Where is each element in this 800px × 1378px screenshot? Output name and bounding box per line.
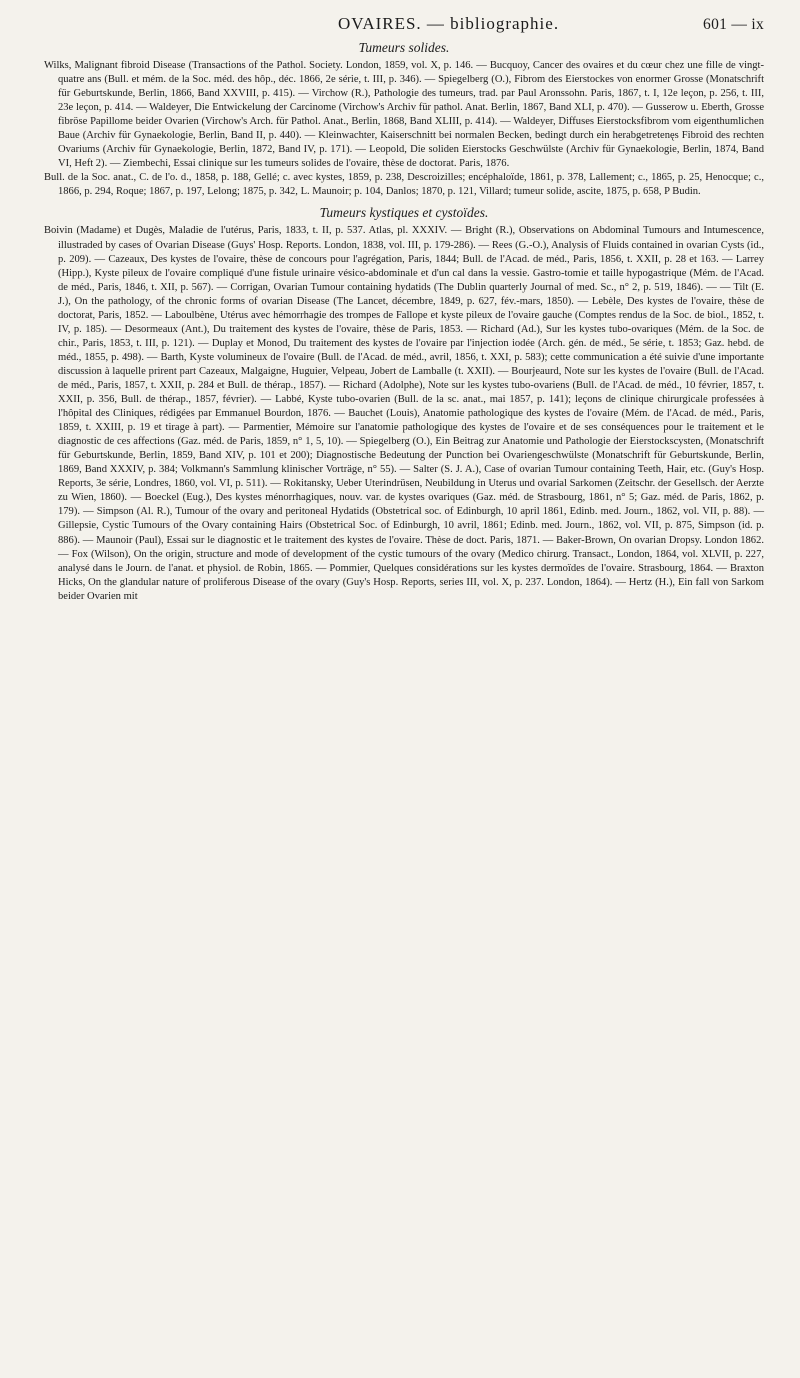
section-title-solid-tumours: Tumeurs solides. bbox=[358, 40, 450, 55]
running-head-title: OVAIRES. — bibliographie. bbox=[337, 14, 560, 33]
section-title-cystic-tumours: Tumeurs kystiques et cystoïdes. bbox=[319, 205, 489, 221]
running-head bbox=[44, 14, 764, 34]
bibliography-paragraph: Boivin (Madame) et Dugès, Maladie de l'utérus, Paris, 1833, t. II, p. 537. Atlas, pl. XXXIV. — Bright (R.), Observations on Abdominal Tumours and Intumescence, illustraded by cases of Ovarian Disease (Guys' Hosp. Reports. London, 1838, vol. III, p. 179-286). — Rees (G.-O.), Analysis of Fluids contained in ovarian Cysts (id., p. 209). — Cazeaux, Des kystes de l'ovaire, thèse de concours pour l'agrégation, Paris, 1844; Bull. de l'Acad. de méd., Paris, 1856, t. XXII, p. 28 et 163. — Larrey (Hipp.), Kyste pileux de l'ovaire compliqué d'une fistule urinaire vésico-abdominale et d'un cal dans la vessie. Gastro-tomie et taille hypogastrique (Mém. de l'Acad. de méd., Paris, 1846, t. XII, p. 567). — Corrigan, Ovarian Tumour containing hydatids (The Dublin quarterly Journal of med. Sc., n° 2, p. 519, 1846). — — Tilt (E. J.), On the pathology, of the chronic forms of ovarian Disease (The Lancet, décembre, 1849, p. 627, fév.-mars, 1850). — Lebèle, Des kystes de l'ovaire, thèse de doctorat, Paris, 1852. — Laboulbène, Utérus avec hémorrhagie des trompes de Fallope et kyste pileux de l'ovaire gauche (Comptes rendus de la Soc. de biol., 1852, t. IV, p. 185). — Desormeaux (Ant.), Du traitement des kystes de l'ovaire, thèse de Paris, 1853. — Richard (Ad.), Sur les kystes tubo-ovariques (Mém. de la Soc. de chir., Paris, 1853, t. III, p. 121). — Duplay et Monod, Du traitement des kystes de l'ovaire par l'injection iodée (Arch. gén. de méd., 5e série, t. 1853; Gaz. hebd. de méd., 1855, p. 498). — Barth, Kyste volumineux de l'ovaire (Bull. de l'Acad. de méd., avril, 1856, t. XXI, p. 583); cette communication a été suivie d'une importante discussion à laquelle prirent part Cazeaux, Malgaigne, Huguier, Velpeau, Jobert de Lamballe (t. XXII). — Bourjeaurd, Note sur les kystes de l'ovaire (Bull. de l'Acad. de méd., Paris, 1857, t. XXII, p. 284 et Bull. de thérap., 1857). — Richard (Adolphe), Note sur les kystes tubo-ovariens (Bull. de l'Acad. de méd., 10 février, 1857, t. XXII, p. 356, Bull. de thérap., 1857, février). — Labbé, Kyste tubo-ovarien (Bull. de la sc. anat., mai 1857, p. 141); leçons de clinique chirurgicale professées à l'hôpital des Cliniques, rédigées par Emmanuel Bourdon, 1876. — Bauchet (Louis), Anatomie pathologique des kystes de l'ovaire (Mém. de l'Acad. de méd., Paris, 1859, t. XXIII, p. 19 et tirage à part). — Parmentier, Mémoire sur l'anatomie pathologique des kystes de l'ovaire et de ses conséquences pour le traitement et le diagnostic de ces affections (Gaz. méd. de Paris, 1859, n° 1, 5, 10). — Spiegelberg (O.), Ein Beitrag zur Anatomie und Pathologie der Eierstockscysten, (Monatschrift für Geburtskunde, Berlin, 1859, Band XIV, p. 101 et 200); Diagnostische Bedeutung der Punction bei Ovariengeschwülste (Monatschrift für Geburtskunde, Berlin, 1869, Band XXXIV, p. 384; Volkmann's Sammlung klinischer Vorträge, n° 55). — Salter (S. J. A.), Case of ovarian Tumour containing Teeth, Hair, etc. (Guy's Hosp. Reports, 3e série, Londres, 1860, vol. VI, p. 511). — Rokitansky, Ueber Uterindrüsen, Neubildung in Uterus und ovarial Sarkomen (Zeitschr. der Gesellsch. der Aerzte zu Wien, 1860). — Boeckel (Eug.), Des kystes ménorrhagiques, nouv. var. de kystes ovariques (Gaz. méd. de Strasbourg, 1861, n° 5; Gaz. méd. de Paris, 1862, p. 179). — Simpson (Al. R.), Tumour of the ovary and peritoneal Hydatids (Obstetrical soc. of Edinburgh, 10 april 1861, Edinb. med. Journ., 1862, vol. VII, p. 88). — Gillepsie, Cystic Tumours of the Ovary containing Hairs (Obstetrical Soc. of Edinburgh, 10 avril, 1861; Edinb. med. Journ., 1862, vol. VII, p. 875, Simpson (id. p. 886). — Maunoir (Paul), Essai sur le diagnostic et le traitement des kystes de l'ovaire. Thèse de doct. Paris, 1871. — Baker-Brown, On ovarian Dropsy. London 1862. — Fox (Wilson), On the origin, structure and mode of development of the cystic tumours of the ovary (Medico chirurg. Transact., London, 1864, vol. XLVII, p. 227, analysé dans le Journ. de l'anat. et physiol. de Robin, 1865. — Pommier, Quelques considérations sur les kystes dermoïdes de l'ovaire. Strasbourg, 1864. — Braxton Hicks, On the glandular nature of proliferous Disease of the ovary (Guy's Hosp. Reports, series III, vol. X, p. 237. London, 1864). — Hertz (H.), Ein fall von Sarkom beider Ovarien mit bbox=[44, 225, 764, 602]
bibliography-paragraph: Wilks, Malignant fibroid Disease (Transactions of the Pathol. Society. London, 1859, vol. X, p. 146. — Bucquoy, Cancer des ovaires et du cœur chez une fille de vingt-quatre ans (Bull. et mém. de la Soc. méd. des hôp., déc. 1866, 2e série, t. III, p. 346). — Spiegelberg (O.), Fibrom des Eierstockes von enormer Grosse (Monatschrift für Geburtskunde, Berlin, 1866, Band XXVIII, p. 415). — Virchow (R.), Pathologie des tumeurs, trad. par Paul Aronssohn. Paris, 1867, t. I, 12e leçon, p. 256, t. III, 23e leçon, p. 414. — Waldeyer, Die Entwickelung der Carcinome (Virchow's Archiv für pathol. Anat. Berlin, 1867, Band XLI, p. 470). — Gusserow u. Eberth, Grosse fibröse Papillome beider Ovarien (Virchow's Arch. für Pathol. Anat., Berlin, 1868, Band XLIII, p. 414). — Waldeyer, Diffuses Eierstocksfibrom vom eigenthumlichen Baue (Archiv für Gynaekologie, Berlin, Band II, p. 440). — Kleinwachter, Kaiserschnitt bei normalen Becken, bedingt durch ein herabgetretenęs Fibroid des rechten Ovariums (Archiv für Gynaekologie, Berlin, 1872, Band IV, p. 171). — Leopold, Die soliden Eierstocks Geschwülste (Archiv für Gynaekologie, Berlin, 1874, Band VI, Heft 2). — Ziembechi, Essai clinique sur les tumeurs solides de l'ovaire, thèse de doctorat. Paris, 1876. bbox=[44, 60, 764, 170]
page-number: 601 — ix bbox=[703, 16, 764, 33]
bibliography-paragraph: Bull. de la Soc. anat., C. de l'o. d., 1858, p. 188, Gellé; c. avec kystes, 1859, p. 238, Descroizilles; encéphaloïde, 1861, p. 378, Lallement; c., 1865, p. 25, Henocque; c., 1866, p. 294, Roque; 1867, p. 197, Lelong; 1875, p. 342, L. Maunoir; p. 104, Danlos; 1870, p. 121, Villard; tumeur solide, ascite, 1875, p. 658, P Budin. bbox=[44, 172, 764, 198]
